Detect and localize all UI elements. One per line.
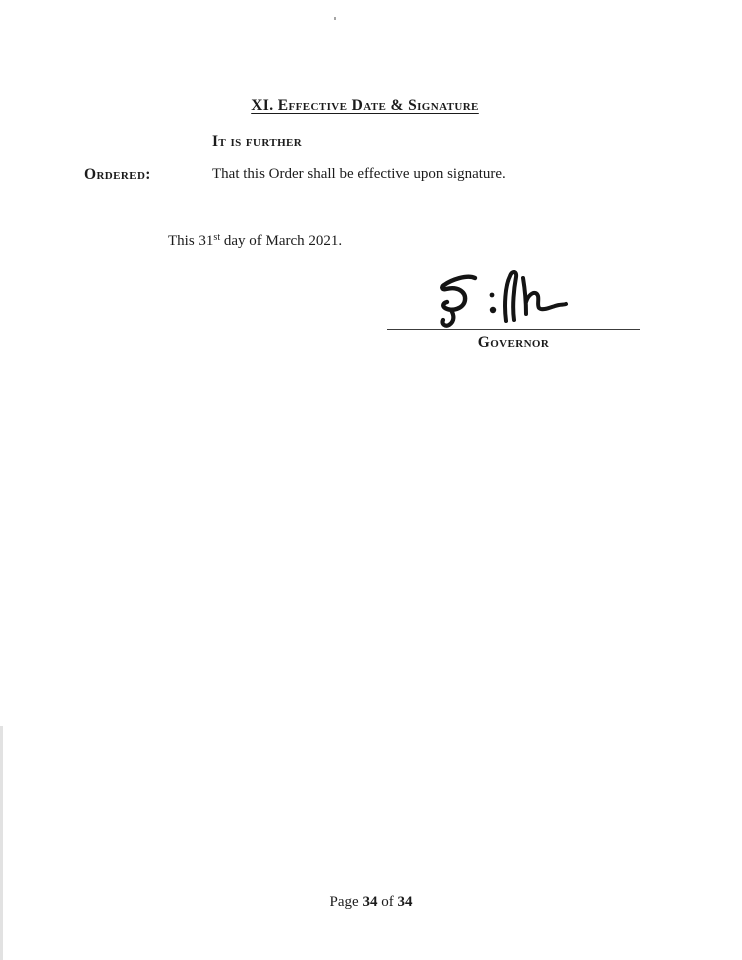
governor-signature-scribble-icon — [429, 256, 575, 330]
scan-speck-artifact — [334, 17, 336, 20]
footer-of-label: of — [381, 894, 394, 910]
date-line-prefix: This 31 — [168, 233, 214, 249]
page-footer — [0, 894, 742, 911]
date-line — [168, 233, 342, 250]
ordered-label: Ordered: — [84, 166, 151, 183]
date-ordinal-suffix: st — [213, 232, 221, 243]
section-heading — [0, 97, 730, 115]
governor-title: Governor — [477, 334, 550, 351]
ordered-row — [0, 166, 742, 186]
scan-edge-artifact — [0, 726, 3, 960]
further-clause: It is further — [212, 133, 303, 150]
footer-page-number: 34 — [362, 894, 378, 910]
section-heading-text: XI. Effective Date & Signature — [251, 97, 479, 114]
date-line-rest: day of March 2021. — [220, 233, 343, 249]
signature-line — [387, 329, 640, 330]
footer-page-label: Page — [329, 894, 359, 910]
ordered-text: That this Order shall be effective upon signature. — [212, 166, 506, 182]
footer-total-pages: 34 — [397, 894, 413, 910]
